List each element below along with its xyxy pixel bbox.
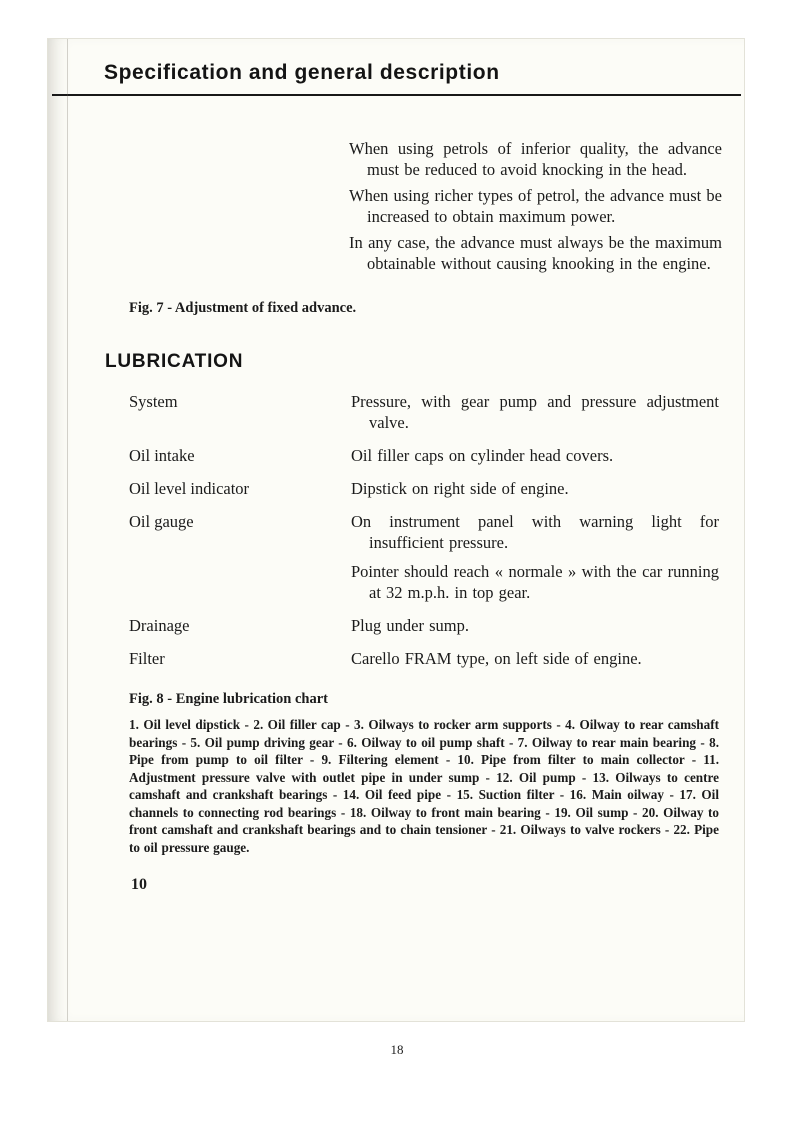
header-rule	[52, 94, 741, 96]
binding-shadow-line	[67, 39, 68, 1021]
intro-paragraph: In any case, the advance must always be the maximum obtainable without causing knooking in the engine.	[349, 233, 722, 273]
spec-term: Filter	[129, 649, 165, 668]
spec-description	[351, 391, 719, 433]
spec-list	[129, 391, 719, 669]
sheet-number: 18	[390, 1042, 404, 1057]
page-title: Specification and general description	[104, 61, 500, 84]
spec-description-text: On instrument panel with warning light for insufficient pressure.	[351, 512, 719, 552]
spec-description	[351, 648, 719, 669]
spec-term: Oil gauge	[129, 512, 194, 531]
intro-paragraph: When using petrols of inferior quality, the advance must be reduced to avoid knocking in the head.	[349, 139, 722, 179]
intro-paragraphs	[349, 138, 722, 274]
spec-row-system	[129, 391, 719, 433]
spec-row-drainage	[129, 615, 719, 636]
spec-description-text: Dipstick on right side of engine.	[351, 479, 569, 498]
spec-description	[351, 478, 719, 499]
intro-paragraph: When using richer types of petrol, the advance must be increased to obtain maximum power.	[349, 186, 722, 226]
page-number: 10	[131, 876, 147, 893]
section-title-lubrication: LUBRICATION	[105, 351, 244, 372]
spec-term: Oil intake	[129, 446, 195, 465]
fig7-caption: Fig. 7 - Adjustment of fixed advance.	[129, 300, 357, 316]
spec-description-text: Oil filler caps on cylinder head covers.	[351, 446, 614, 465]
spec-description-text: Plug under sump.	[351, 616, 469, 635]
spec-row-oil-level-indicator	[129, 478, 719, 499]
spec-term: System	[129, 392, 178, 411]
fig8-caption: Fig. 8 - Engine lubrication chart	[129, 691, 328, 707]
scanned-page	[47, 38, 745, 1022]
spec-description-text: Carello FRAM type, on left side of engine.	[351, 649, 642, 668]
spec-description-text: Pointer should reach « normale » with the car running at 32 m.p.h. in top gear.	[351, 562, 719, 602]
spec-description	[351, 511, 719, 603]
spec-description-text: Pressure, with gear pump and pressure adjustment valve.	[351, 392, 719, 432]
spec-row-oil-gauge	[129, 511, 719, 603]
spec-description	[351, 445, 719, 466]
spec-row-oil-intake	[129, 445, 719, 466]
fig8-legend: 1. Oil level dipstick - 2. Oil filler cap - 3. Oilways to rocker arm supports - 4. Oilway to rear camshaft bearings - 5. Oil pump driving gear - 6. Oilway to oil pump shaft - 7. Oilway to rear main bearing - 8. Pipe from pump to oil filter - 9. Filtering element - 10. Pipe from filter to main collector - 11. Adjustment pressure valve with outlet pipe in under sump - 12. Oil pump - 13. Oilways to centre camshaft and crankshaft bearings - 14. Oil feed pipe - 15. Suction filter - 16. Main oilway - 17. Oil channels to connecting rod bearings - 18. Oilway to front main bearing - 19. Oil sump - 20. Oilway to front camshaft and crankshaft bearings and to chain tensioner - 21. Oilways to valve rockers - 22. Pipe to oil pressure gauge.	[129, 717, 719, 855]
spec-term: Drainage	[129, 616, 190, 635]
spec-row-filter	[129, 648, 719, 669]
spec-description	[351, 615, 719, 636]
spec-term: Oil level indicator	[129, 479, 250, 498]
